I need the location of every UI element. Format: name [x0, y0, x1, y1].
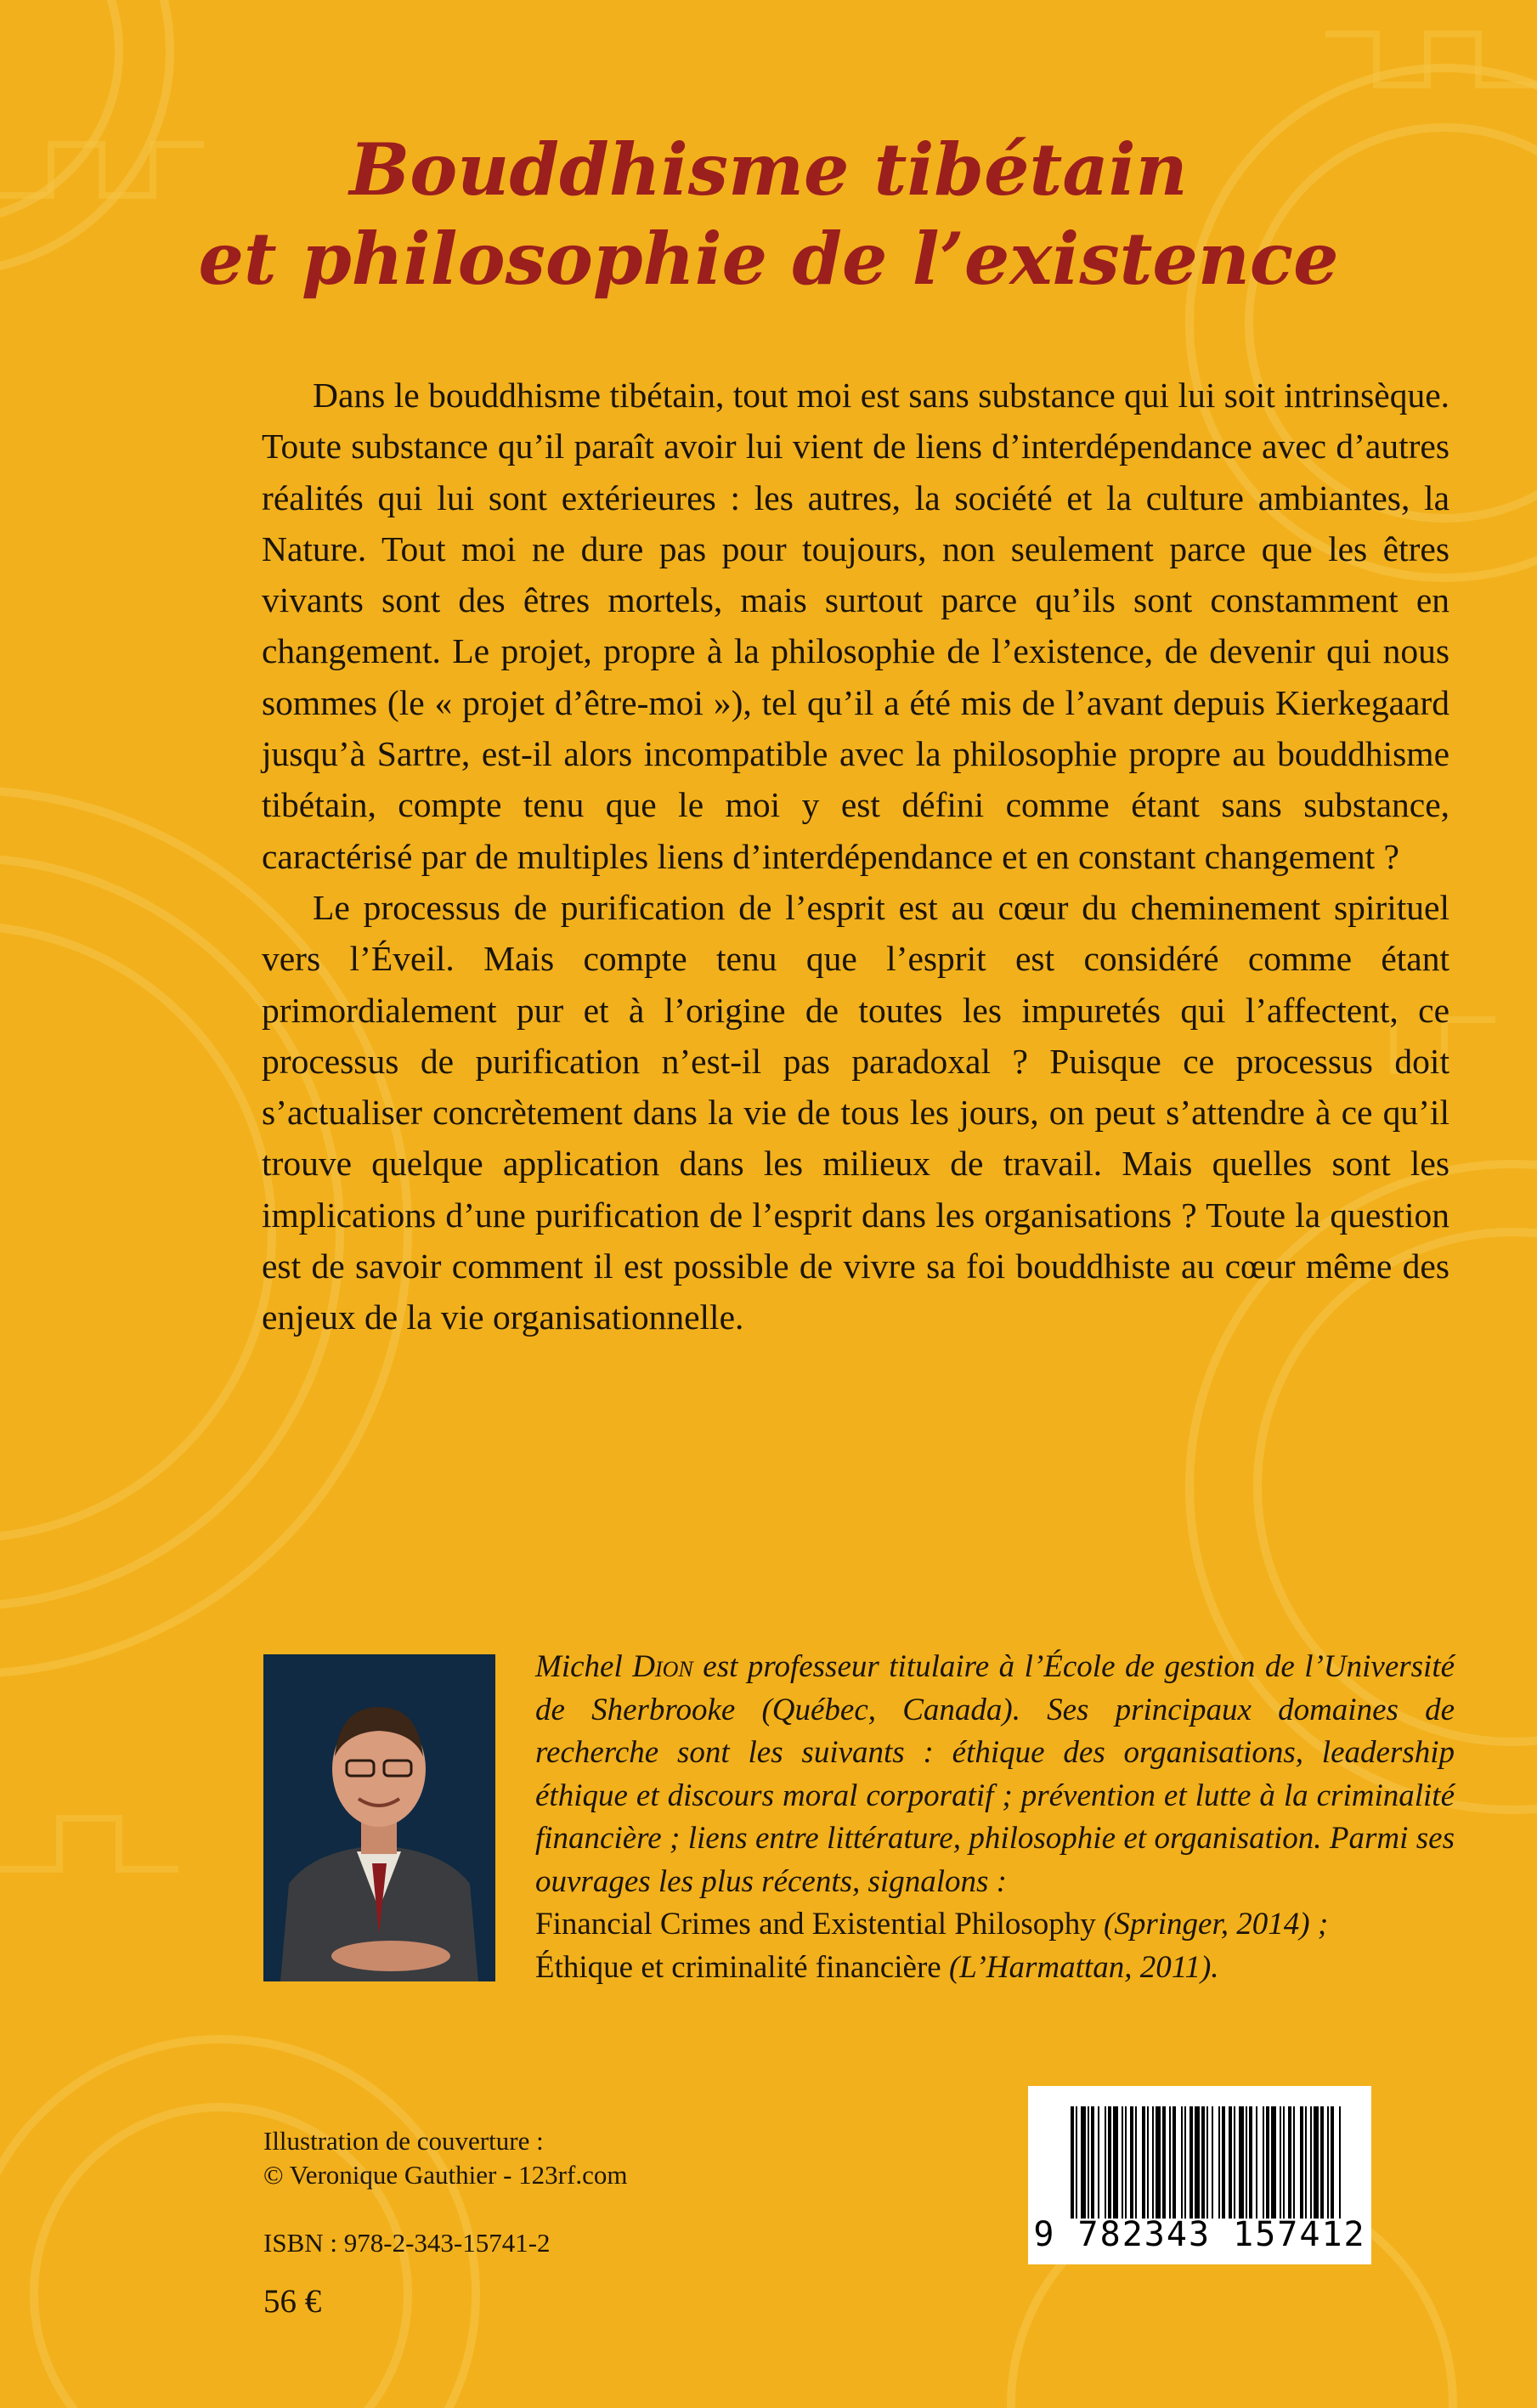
barcode-bar: [1122, 2106, 1123, 2219]
barcode-bars: [1071, 2106, 1342, 2219]
barcode-bar: [1218, 2106, 1220, 2219]
barcode-bar: [1071, 2106, 1074, 2219]
barcode-bar: [1331, 2106, 1334, 2219]
barcode-bar: [1142, 2106, 1145, 2219]
barcode-bar: [1184, 2106, 1186, 2219]
barcode-bar: [1081, 2106, 1086, 2219]
barcode-number: 9 782343 157412: [1033, 2215, 1366, 2254]
barcode-bar: [1310, 2106, 1312, 2219]
barcode-bar: [1283, 2106, 1285, 2219]
barcode-bar: [1201, 2106, 1205, 2219]
barcode-bar: [1320, 2106, 1324, 2219]
barcode-bar: [1173, 2106, 1176, 2219]
title-line-2: et philosophie de l’existence: [198, 217, 1339, 301]
price: 56 €: [263, 2283, 322, 2320]
barcode-bar: [1256, 2106, 1257, 2219]
barcode-bar: [1234, 2106, 1235, 2219]
barcode-bar: [1130, 2106, 1133, 2219]
barcode-bar: [1206, 2106, 1208, 2219]
barcode-bar: [1280, 2106, 1281, 2219]
barcode-bar: [1300, 2106, 1303, 2219]
barcode-bar: [1271, 2106, 1276, 2219]
isbn: ISBN : 978-2-343-15741-2: [263, 2228, 551, 2258]
barcode-bar: [1125, 2106, 1127, 2219]
barcode-bar: [1288, 2106, 1291, 2219]
author-last-name: Dion: [632, 1649, 693, 1684]
illustration-credit: © Veronique Gauthier - 123rf.com: [263, 2160, 628, 2190]
barcode-bar: [1156, 2106, 1161, 2219]
book2-publisher: (L’Harmattan, 2011).: [948, 1949, 1219, 1985]
barcode-bar: [1181, 2106, 1183, 2219]
title-line-1: Bouddhisme tibétain: [349, 127, 1188, 212]
barcode-bar: [1195, 2106, 1200, 2219]
barcode-bar: [1135, 2106, 1137, 2219]
barcode-bar: [1076, 2106, 1077, 2219]
paragraph-2: Le processus de purification de l’esprit est au cœur du cheminement spirituel vers l’Éveil. Mais compte tenu que l’esprit est considéré comme étant primordialement pur et à l’origine de toutes les impuretés qui l’affectent, ce processus de purification n’est-il pas paradoxal ? Puisque ce processus doit s’actualiser concrètement dans la vie de tous les jours, on peut s’attendre à ce qu’il trouve quelque application dans les milieux de travail. Mais quelles sont les implications d’une purification de l’esprit dans les organisations ? Toute la question est de savoir comment il est possible de vivre sa foi bouddhiste au cœur même des enjeux de la vie organisationnelle.: [262, 887, 1449, 1337]
barcode-bar: [1212, 2106, 1213, 2219]
author-bio-text: est professeur titulaire à l’École de gestion de l’Université de Sherbrooke (Québec, Canada). Ses principaux domaines de recherche sont les suivants : éthique des organisations, leadership éthique et discours moral corporatif ; prévention et lutte à la criminalité financière ; liens entre littérature, philosophie et organisation. Parmi ses ouvrages les plus récents, signalons :: [535, 1649, 1455, 1899]
barcode-bar: [1162, 2106, 1166, 2219]
barcode-bar: [1293, 2106, 1295, 2219]
description: [262, 370, 1449, 1343]
author-bio: [535, 1646, 1455, 1989]
book1-title: Financial Crimes and Existential Philosophy: [535, 1907, 1096, 1942]
barcode-bar: [1152, 2106, 1154, 2219]
barcode-bar: [1222, 2106, 1225, 2219]
barcode-bar: [1246, 2106, 1247, 2219]
barcode-bar: [1266, 2106, 1269, 2219]
barcode-bar: [1113, 2106, 1118, 2219]
book1-publisher: (Springer, 2014) ;: [1104, 1907, 1329, 1942]
book2-title: Éthique et criminalité financière: [535, 1949, 941, 1985]
barcode-bar: [1108, 2106, 1111, 2219]
author-photo: [263, 1654, 495, 1981]
barcode-bar: [1091, 2106, 1094, 2219]
paragraph-1: Dans le bouddhisme tibétain, tout moi est sans substance qui lui soit intrinsèque. Toute substance qu’il paraît avoir lui vient de liens d’interdépendance avec d’autres réalités qui lui sont extérieures : les autres, la société et la culture ambiantes, la Nature. Tout moi ne dure pas pour toujours, non seulement parce que les êtres vivants sont des êtres mortels, mais surtout parce qu’ils sont constamment en changement. Le projet, propre à la philosophie de l’existence, de devenir qui nous sommes (le « projet d’être-moi »), tel qu’il a été mis de l’avant depuis Kierkegaard jusqu’à Sartre, est-il alors incompatible avec la philosophie propre au bouddhisme tibétain, compte tenu que le moi y est défini comme étant sans substance, caractérisé par de multiples liens d’interdépendance et en constant changement ?: [262, 376, 1449, 876]
barcode-bar: [1105, 2106, 1106, 2219]
barcode-bar: [1169, 2106, 1171, 2219]
barcode-bar: [1229, 2106, 1232, 2219]
barcode-bar: [1249, 2106, 1252, 2219]
barcode-bar: [1098, 2106, 1099, 2219]
barcode-bar: [1088, 2106, 1089, 2219]
barcode: [1028, 2086, 1371, 2264]
barcode-bar: [1314, 2106, 1319, 2219]
author-first-name: Michel: [535, 1649, 623, 1684]
barcode-bar: [1263, 2106, 1264, 2219]
author-portrait-image: [263, 1654, 495, 1981]
barcode-bar: [1239, 2106, 1244, 2219]
barcode-bar: [1189, 2106, 1193, 2219]
barcode-bar: [1327, 2106, 1329, 2219]
barcode-bar: [1147, 2106, 1149, 2219]
barcode-bar: [1339, 2106, 1341, 2219]
illustration-label: Illustration de couverture :: [263, 2126, 544, 2156]
barcode-bar: [1305, 2106, 1307, 2219]
